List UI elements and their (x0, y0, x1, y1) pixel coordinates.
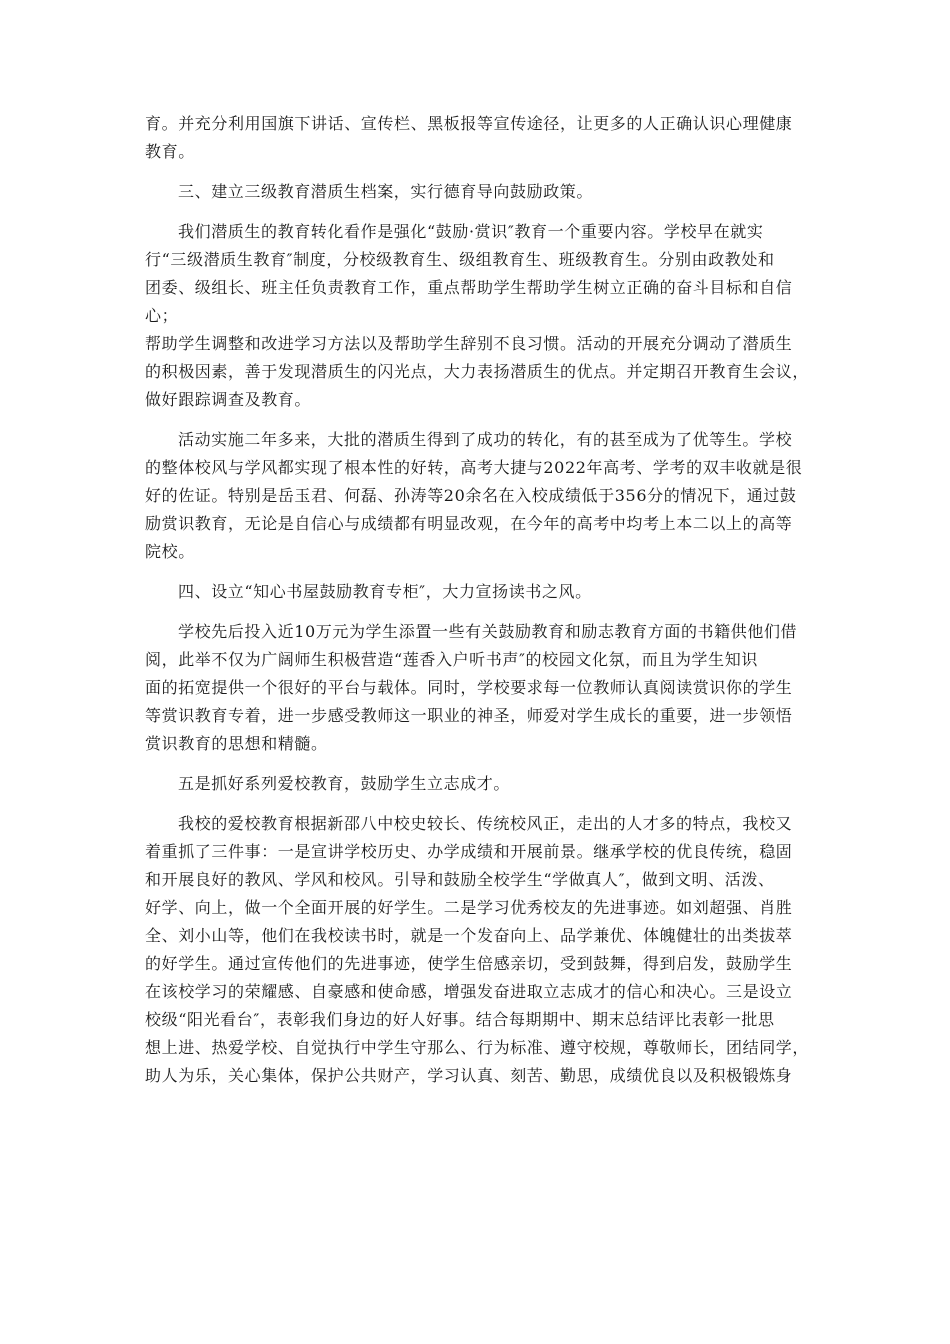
text-line: 校级“阳光看台″，表彰我们身边的好人好事。结合每期期中、期末总结评比表彰一批思 (145, 1010, 775, 1029)
text-line: 团委、级组长、班主任负责教育工作，重点帮助学生帮助学生树立正确的奋斗目标和自信 (145, 278, 793, 297)
text-line: 育。并充分利用国旗下讲话、宣传栏、黑板报等宣传途径，让更多的人正确认识心理健康 (145, 114, 793, 133)
text-line: 面的拓宽提供一个很好的平台与载体。同时，学校要求每一位教师认真阅读赏识你的学生 (145, 678, 793, 697)
text-line: 阅，此举不仅为广阔师生积极营造“莲香入户听书声″的校园文化氛，而且为学生知识 (145, 650, 758, 669)
text-line: 帮助学生调整和改进学习方法以及帮助学生辞别不良习惯。活动的开展充分调动了潜质生 (145, 334, 793, 353)
text-line: 学校先后投入近10万元为学生添置一些有关鼓励教育和励志教育方面的书籍供他们借 (178, 622, 798, 641)
text-line: 我们潜质生的教育转化看作是强化“鼓励·赏识″教育一个重要内容。学校早在就实 (178, 222, 764, 241)
paragraph-potential-students (145, 218, 805, 330)
text-line: 心； (145, 306, 179, 325)
text-line: 做好跟踪调查及教育。 (145, 390, 312, 409)
text-line: 院校。 (145, 542, 195, 561)
text-line: 励赏识教育，无论是自信心与成绩都有明显改观，在今年的高考中均考上本二以上的高等 (145, 514, 793, 533)
heading-line: 四、设立“知心书屋鼓励教育专柜″，大力宣扬读书之风。 (178, 582, 592, 601)
text-line: 助人为乐，关心集体，保护公共财产，学习认真、刻苦、勤思，成绩优良以及积极锻炼身 (145, 1066, 793, 1085)
heading-line: 五是抓好系列爱校教育，鼓励学生立志成才。 (178, 774, 511, 793)
paragraph-help-students (145, 330, 810, 414)
text-line: 的积极因素，善于发现潜质生的闪光点，大力表扬潜质生的优点。并定期召开教育生会议， (145, 362, 810, 381)
text-line: 我校的爱校教育根据新邵八中校史较长、传统校风正，走出的人才多的特点，我校又 (178, 814, 793, 833)
section-heading-5 (145, 770, 805, 798)
text-line: 的好学生。通过宣传他们的先进事迹，使学生倍感亲切，受到鼓舞，得到启发，鼓励学生 (145, 954, 793, 973)
text-line: 行“三级潜质生教育″制度，分校级教育生、级组教育生、班级教育生。分别由政教处和 (145, 250, 775, 269)
section-heading-4 (145, 578, 805, 606)
text-line: 想上进、热爱学校、自觉执行中学生守那么、行为标准、遵守校规，尊敬师长，团结同学， (145, 1038, 810, 1057)
text-line: 和开展良好的教风、学风和校风。引导和鼓励全校学生“学做真人″，做到文明、活泼、 (145, 870, 775, 889)
text-line: 的整体校风与学风都实现了根本性的好转，高考大捷与2022年高考、学考的双丰收就是很 (145, 458, 803, 477)
text-line: 等赏识教育专着，进一步感受教师这一职业的神圣，师爱对学生成长的重要，进一步领悟 (145, 706, 793, 725)
text-line: 好学、向上，做一个全面开展的好学生。二是学习优秀校友的先进事迹。如刘超强、肖胜 (145, 898, 793, 917)
document-body (145, 110, 810, 1090)
text-line: 全、刘小山等，他们在我校读书时，就是一个发奋向上、品学兼优、体魄健壮的出类拔萃 (145, 926, 793, 945)
heading-line: 三、建立三级教育潜质生档案，实行德育导向鼓励政策。 (178, 182, 594, 201)
text-line: 在该校学习的荣耀感、自豪感和使命感，增强发奋进取立志成才的信心和决心。三是设立 (145, 982, 793, 1001)
text-line: 好的佐证。特别是岳玉君、何磊、孙涛等20余名在入校成绩低于356分的情况下，通过鼓 (145, 486, 797, 505)
paragraph-results (145, 426, 805, 566)
paragraph-books (145, 618, 805, 758)
paragraph-continued (145, 110, 805, 166)
text-line: 着重抓了三件事：一是宣讲学校历史、办学成绩和开展前景。继承学校的优良传统，稳固 (145, 842, 793, 861)
text-line: 活动实施二年多来，大批的潜质生得到了成功的转化，有的甚至成为了优等生。学校 (178, 430, 793, 449)
text-line: 教育。 (145, 142, 195, 161)
text-line: 赏识教育的思想和精髓。 (145, 734, 328, 753)
paragraph-school-love (145, 810, 810, 1090)
section-heading-3 (145, 178, 805, 206)
